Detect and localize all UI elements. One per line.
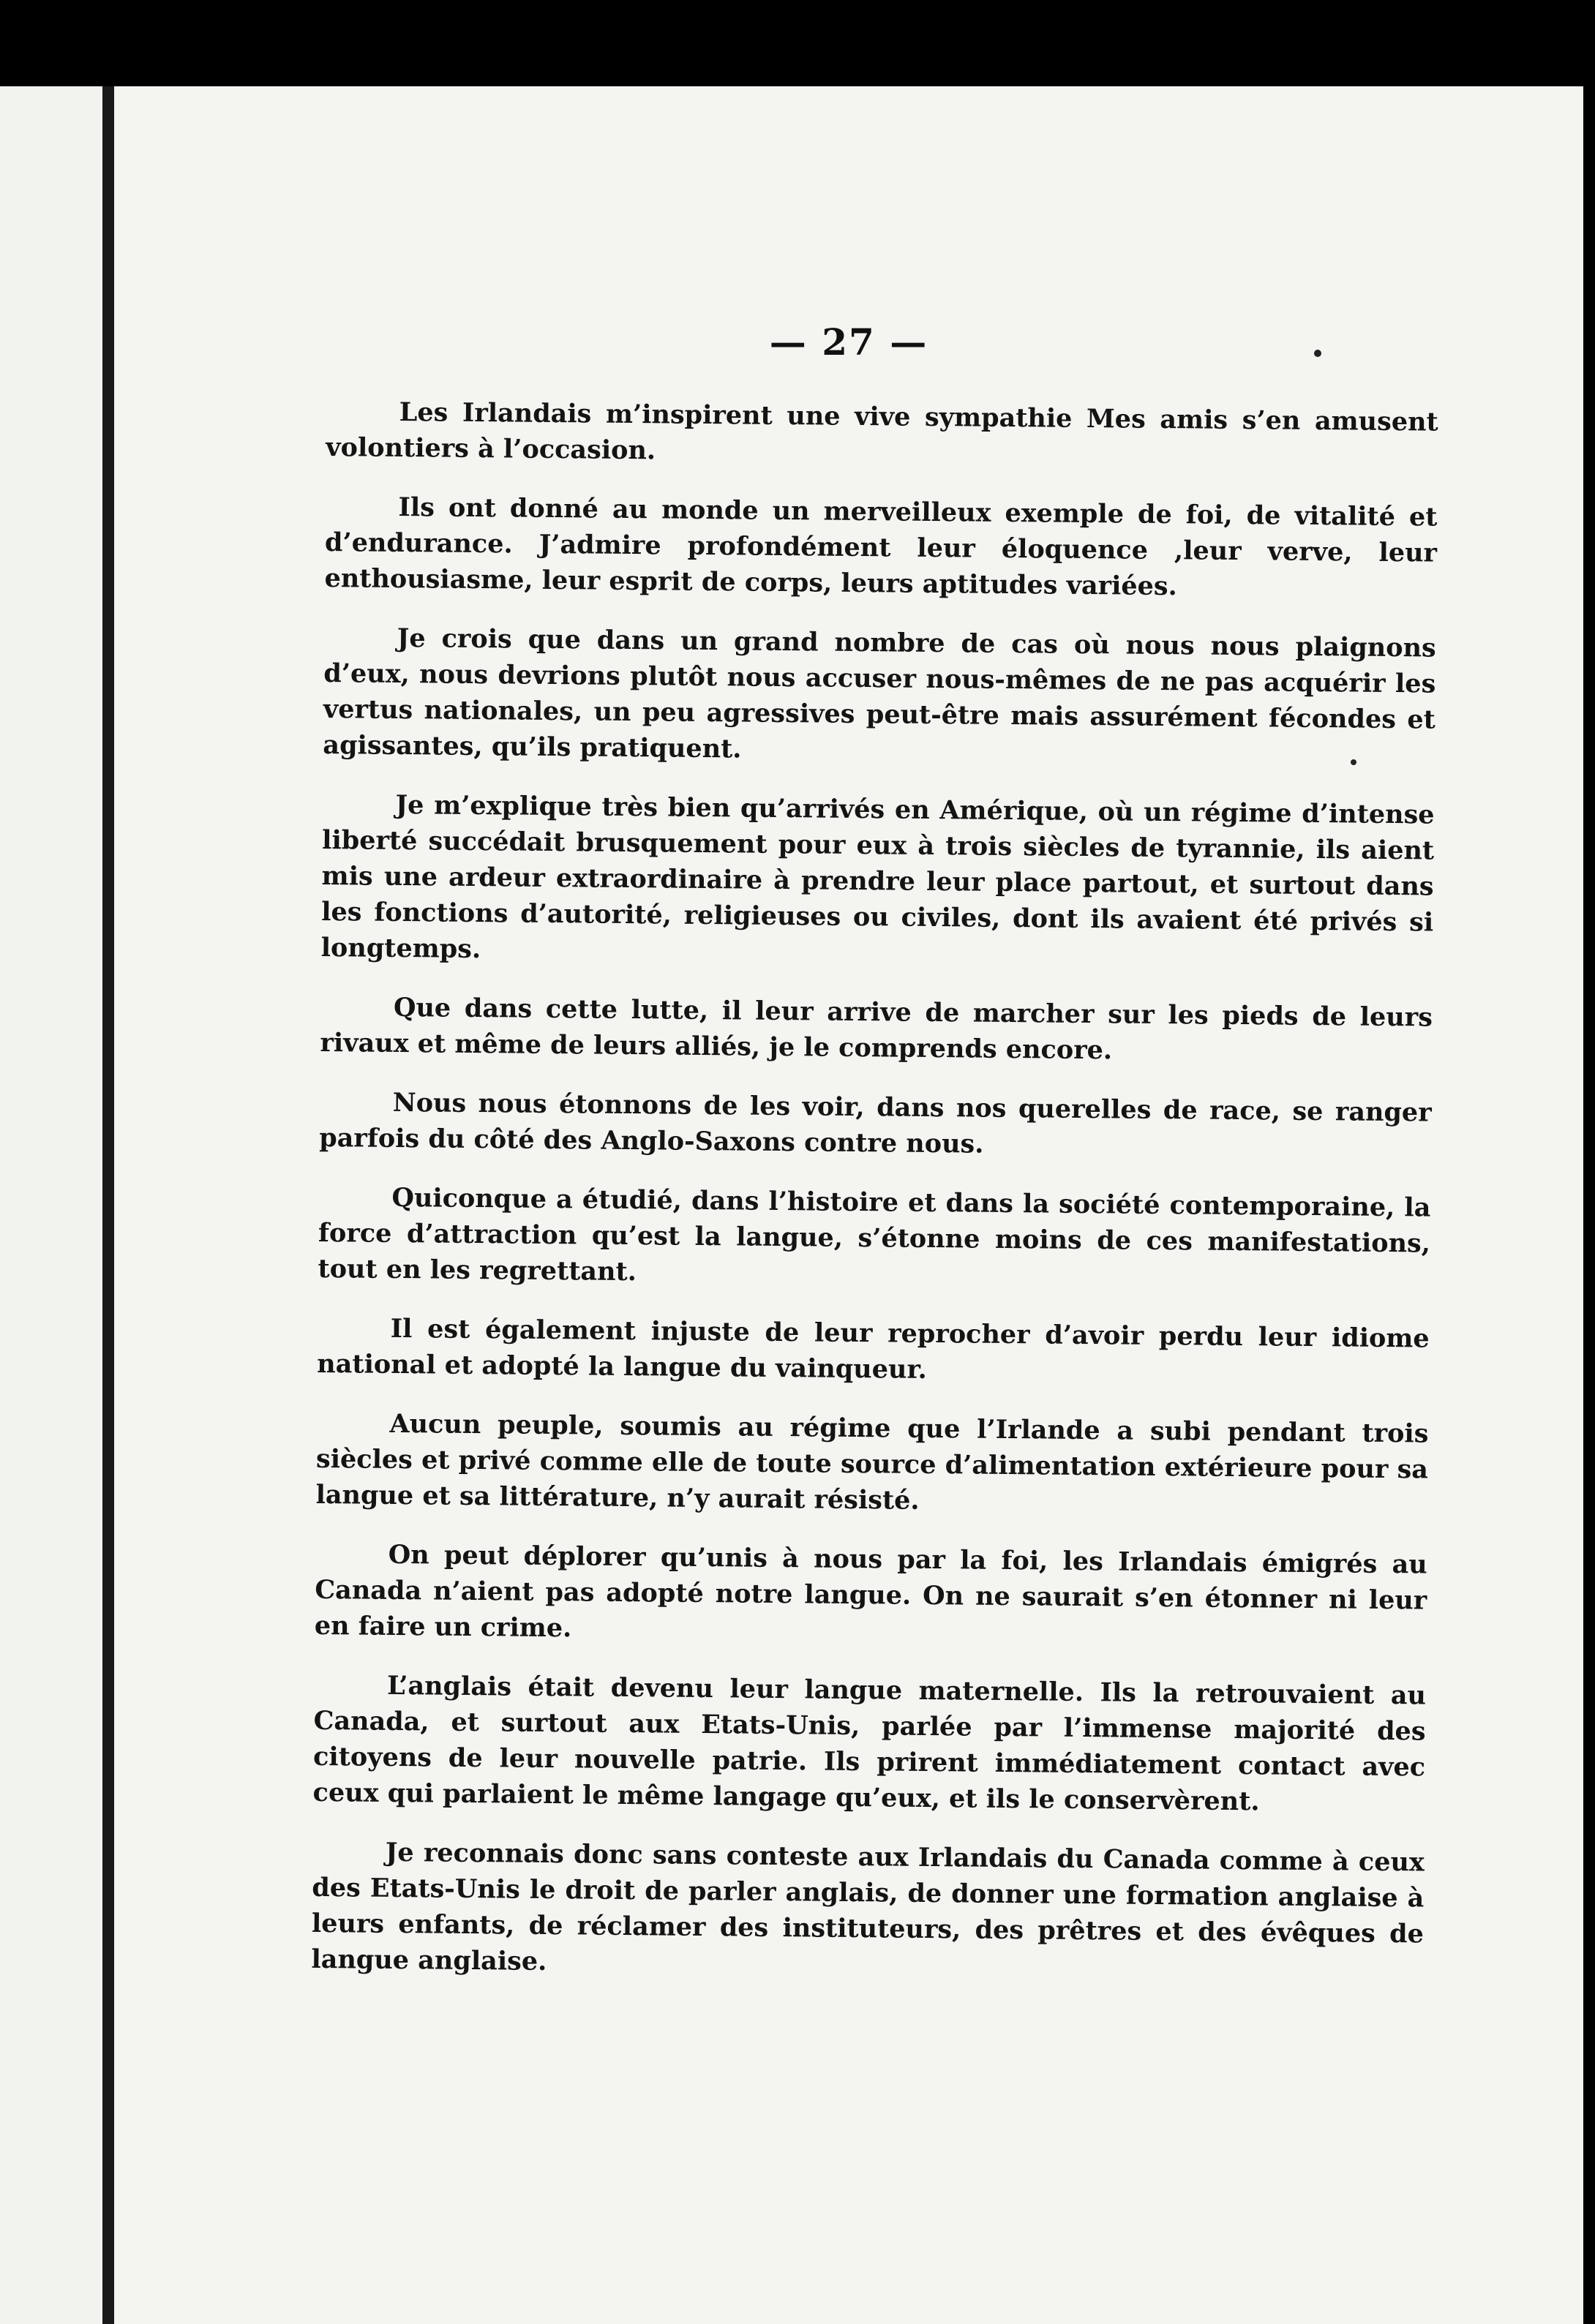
- document-page: [114, 86, 1583, 2324]
- paragraph: Il est également injuste de leur reprocher d’avoir perdu leur idiome national et adopté la langue du vainqueur.: [317, 1313, 1430, 1385]
- page-gutter-line: [102, 86, 114, 2324]
- scan-speck: [1351, 759, 1356, 765]
- previous-page-edge: [0, 86, 102, 2324]
- paragraph: Les Irlandais m’inspirent une vive sympathie Mes amis s’en amusent volontiers à l’occasion.: [326, 396, 1438, 466]
- paragraph: Je crois que dans un grand nombre de cas où nous nous plaignons d’eux, nous devrions plutôt nous accuser nous-mêmes de ne pas acquérir les vertus nationales, un peu agressives peut-être mais assurément fécondes et agissantes, qu’ils pratiquent.: [323, 623, 1436, 764]
- paragraph: L’anglais était devenu leur langue maternelle. Ils la retrouvaient au Canada, et surtout aux Etats-Unis, parlée par l’immense majorité des citoyens de leur nouvelle patrie. Ils prirent immédiatement contact avec ceux qui parlaient le même langage qu’eux, et ils le conservèrent.: [312, 1670, 1427, 1817]
- scan-speck: [1314, 350, 1321, 357]
- paragraph: Je reconnais donc sans conteste aux Irlandais du Canada comme à ceux des Etats-Unis le droit de parler anglais, de donner une formation anglaise à leurs enfants, de réclamer des instituteurs, des prêtres et des évêques de langue anglaise.: [311, 1837, 1425, 1977]
- paragraph: On peut déplorer qu’unis à nous par la foi, les Irlandais émigrés au Canada n’aient pas adopté notre langue. On ne saurait s’en étonner ni leur en faire un crime.: [314, 1539, 1427, 1644]
- page-number: — 27 —: [769, 320, 928, 364]
- paragraph: Quiconque a étudié, dans l’histoire et dans la société contemporaine, la force d’attraction qu’est la langue, s’étonne moins de ces manifestations, tout en les regrettant.: [318, 1182, 1431, 1287]
- paragraph: Que dans cette lutte, il leur arrive de marcher sur les pieds de leurs rivaux et même de leurs alliés, je le comprends encore.: [320, 992, 1433, 1066]
- paragraph: Aucun peuple, soumis au régime que l’Irlande a subi pendant trois siècles et privé comme elle de toute source d’alimentation extérieure pour sa langue et sa littérature, n’y aurait résisté.: [315, 1408, 1429, 1516]
- paragraph: Ils ont donné au monde un merveilleux exemple de foi, de vitalité et d’endurance. J’admire profondément leur éloquence ,leur verve, leur enthousiasme, leur esprit de corps, leurs aptitudes variées.: [324, 492, 1438, 602]
- body-text: [311, 394, 1438, 2011]
- paragraph: Nous nous étonnons de les voir, dans nos querelles de race, se ranger parfois du côté des Anglo-Saxons contre nous.: [319, 1087, 1432, 1159]
- paragraph: Je m’explique très bien qu’arrivés en Amérique, où un régime d’intense liberté succédait brusquement pour eux à trois siècles de tyrannie, ils aient mis une ardeur extraordinaire à prendre leur place partout, et surtout dans les fonctions d’autorité, religieuses ou civiles, dont ils avaient été privés si longtemps.: [320, 789, 1435, 965]
